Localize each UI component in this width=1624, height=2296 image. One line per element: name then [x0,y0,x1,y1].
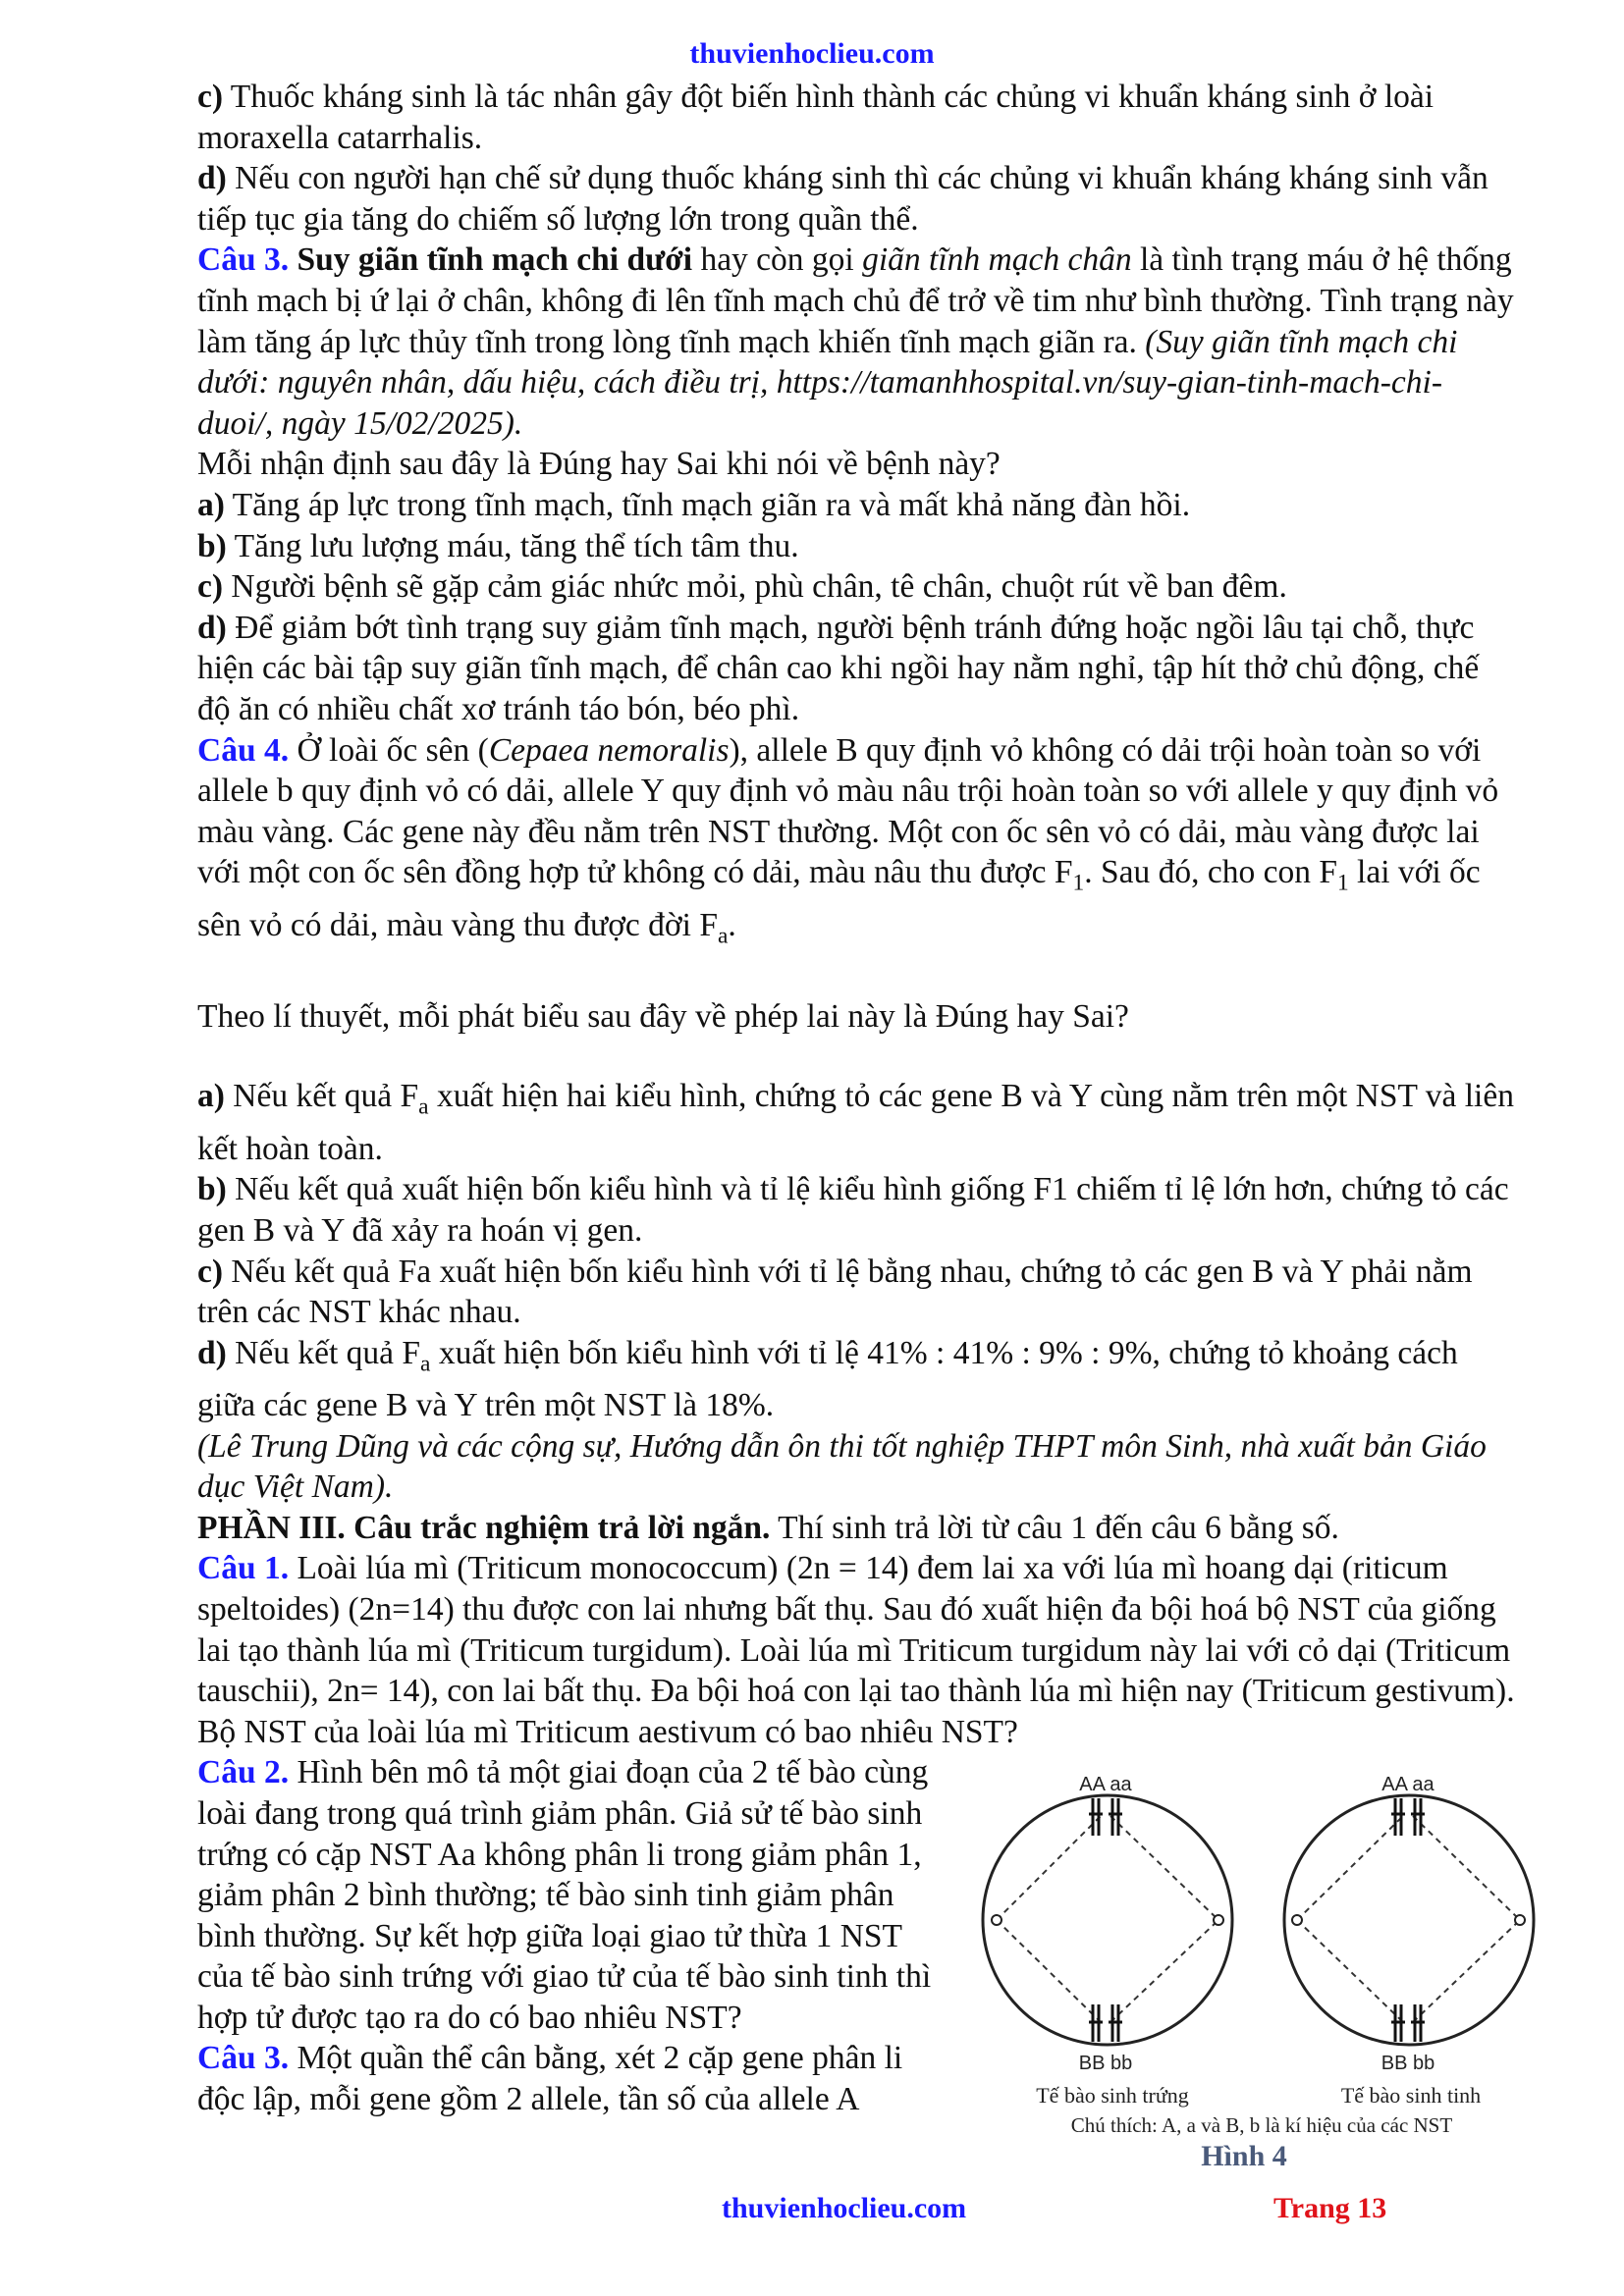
q4-text-4: lai với ốc sên vỏ có dải, màu vàng thu được đời F [197,854,1481,943]
left-column [197,1752,944,2119]
option-text: xuất hiện bốn kiểu hình với tỉ lệ 41% : 41% : 9% : 9%, chứng tỏ khoảng cách giữa các gene B và Y trên một NST là 18%. [197,1334,1458,1423]
q4-text-2: ), allele B quy định vỏ không có dải trội hoàn toàn so với allele b quy định vỏ có dải, allele Y quy định vỏ màu nâu trội hoàn toàn so với allele y quy định vỏ màu vàng. Các gene này đều nằm trên NST thường. Một con ốc sên vỏ có dải, màu vàng được lai với một con ốc sên đồng hợp tử không có dải, màu nâu thu được F [197,731,1499,891]
option-text: Nếu kết quả F [226,1334,421,1371]
option-text: Người bệnh sẽ gặp cảm giác nhức mỏi, phù chân, tê chân, chuột rút về ban đêm. [223,568,1287,606]
caption-egg-cell: Tế bào sinh trứng [1036,2083,1189,2108]
q4-option-d [197,1333,1518,1426]
q3-option-c [197,566,1518,608]
q3-text-2: là tình trạng máu ở hệ thống tĩnh mạch bị ứ lại ở chân, không đi lên tĩnh mạch chủ để trở về tim như bình thường. Tình trạng này làm tăng áp lực thủy tĩnh trong lòng tĩnh mạch khiến tĩnh mạch giãn ra. [197,241,1514,360]
question-text: Một quần thể cân bằng, xét 2 cặp gene phân li độc lập, mỗi gene gồm 2 allele, tần số của allele A [197,2040,903,2118]
q3-text-1: hay còn gọi [692,241,863,279]
question-text: Loài lúa mì (Triticum monococcum) (2n = 14) đem lai xa với lúa mì hoang dại (riticum speltoides) (2n=14) thu được con lai nhưng bất thụ. Sau đó xuất hiện đa bội hoá bộ NST của giống lai tạo thành lúa mì (Triticum turgidum). Loài lúa mì Triticum turgidum này lai với cỏ dại (Triticum tauschii), 2n= 14), con lai bất thụ. Đa bội hoá con lại tao thành lúa mì hiện nay (Triticum gestivum). Bộ NST của loài lúa mì Triticum aestivum có bao nhiêu NST? [197,1550,1515,1750]
option-text: Nếu kết quả Fa xuất hiện bốn kiểu hình với tỉ lệ bằng nhau, chứng tỏ các gen B và Y phải nằm trên các NST khác nhau. [197,1253,1473,1331]
spacer [197,957,1518,996]
centriole [1214,1915,1223,1925]
figure-title: Hình 4 [1201,2140,1287,2169]
q4-stem [197,730,1518,957]
label-a-chromosomes: AA aa [1381,1774,1435,1795]
spindle-line [1413,1920,1520,2022]
caption-sperm-cell: Tế bào sinh tinh [1340,2083,1482,2108]
subscript: 1 [1336,870,1349,896]
q3-option-d [197,608,1518,730]
species-name: Cepaea nemoralis [488,731,730,769]
label-b-chromosomes: BB bb [1380,2053,1435,2074]
subscript: a [420,1351,431,1377]
spindle-line [1297,1920,1403,2022]
chromosome-pair-a [1391,1798,1425,1836]
q2-option-d [197,158,1518,240]
spindle-line [997,1920,1101,2022]
part-title: PHẦN III. Câu trắc nghiệm trả lời ngắn. [197,1509,771,1546]
chromosome-pair-b [1089,2004,1122,2042]
figure-meiosis-cells [977,1757,1546,2169]
question-text: Hình bên mô tả một giai đoạn của 2 tế bào cùng loài đang trong quá trình giảm phân. Giả sử tế bào sinh trứng có cặp NST Aa không phân li trong giảm phân 1, giảm phân 2 bình thường; tế bào sinh tinh giảm phân bình thường. Sự kết hợp giữa loại giao tử thừa 1 NST của tế bào sinh trứng với giao tử của tế bào sinh tinh thì hợp tử được tạo ra do có bao nhiêu NST? [197,1754,932,2036]
q3-stem [197,240,1518,444]
q4-option-b [197,1169,1518,1251]
cell-outline [983,1795,1232,2045]
source-citation: (Lê Trung Dũng và các cộng sự, Hướng dẫn ôn thi tốt nghiệp THPT môn Sinh, nhà xuất bản Giáo dục Việt Nam). [197,1427,1487,1506]
question-label: Câu 2. [197,1754,290,1791]
option-label: c) [197,568,224,606]
footer-site[interactable]: thuvienhoclieu.com [722,2192,967,2224]
q3-option-b [197,526,1518,567]
option-label: b) [197,1171,227,1208]
centriole [1292,1915,1302,1925]
p3-q2 [197,1752,944,2038]
option-text: Nếu kết quả F [224,1078,419,1115]
label-a-chromosomes: AA aa [1079,1774,1132,1795]
header-site[interactable]: thuvienhoclieu.com [689,37,935,70]
italic-term: giãn tĩnh mạch chân [862,241,1132,279]
option-text: Nếu kết quả xuất hiện bốn kiểu hình và tỉ lệ kiểu hình giống F1 chiếm tỉ lệ lớn hơn, chứng tỏ các gen B và Y đã xảy ra hoán vị gen. [197,1171,1509,1249]
q4-option-a [197,1076,1518,1169]
q4-text-1: Ở loài ốc sên ( [289,731,489,769]
option-label: d) [197,160,227,197]
label-b-chromosomes: BB bb [1078,2053,1133,2074]
spacer [197,1037,1518,1076]
chromosome-pair-b [1391,2004,1425,2042]
p3-q3 [197,2038,944,2119]
option-label: a) [197,486,225,523]
q2-option-c [197,77,1518,158]
q4-source [197,1426,1518,1508]
option-text: Để giảm bớt tình trạng suy giảm tĩnh mạch, người bệnh tránh đứng hoặc ngồi lâu tại chỗ, thực hiện các bài tập suy giãn tĩnh mạch, để chân cao khi ngồi hay nằm nghỉ, tập hít thở chủ động, chế độ ăn có nhiều chất xơ tránh táo bón, béo phì. [197,609,1480,727]
cell-outline [1284,1795,1534,2045]
subscript: 1 [1072,870,1085,896]
question-label: Câu 3. [197,2040,290,2077]
figure-svg [977,1757,1546,2169]
q4-text-3: . Sau đó, cho con F [1084,854,1337,891]
part3-heading [197,1508,1518,1549]
spindle-line [1413,1816,1520,1920]
q4-text-5: . [728,906,736,943]
page-number: Trang 13 [1273,2192,1387,2224]
source-citation: (Suy giãn tĩnh mạch chi dưới: nguyên nhân, dấu hiệu, cách điều trị, https://tamanhhospital.vn/suy-gian-tinh-mach-chi-duoi/, ngày 15/02/2025). [197,323,1458,442]
q4-prompt: Theo lí thuyết, mỗi phát biểu sau đây về phép lai này là Đúng hay Sai? [197,997,1129,1035]
option-label: b) [197,527,227,564]
spindle-line [997,1816,1101,1920]
centriole [992,1915,1001,1925]
question-label: Câu 1. [197,1550,290,1587]
option-label: a) [197,1078,225,1115]
option-text: Thuốc kháng sinh là tác nhân gây đột biến hình thành các chủng vi khuẩn kháng sinh ở loài moraxella catarrhalis. [197,79,1435,156]
sperm-cell [1284,1774,1534,2074]
bold-term: Suy giãn tĩnh mạch chi dưới [297,241,693,279]
spindle-line [1110,1920,1218,2022]
spindle-line [1297,1816,1403,1920]
part-instructions: Thí sinh trả lời từ câu 1 đến câu 6 bằng số. [770,1509,1339,1546]
figure-note: Chú thích: A, a và B, b là kí hiệu của các NST [1070,2113,1453,2137]
option-label: d) [197,1334,227,1371]
p3-q1 [197,1548,1518,1752]
q4-option-c [197,1252,1518,1333]
option-text: Tăng áp lực trong tĩnh mạch, tĩnh mạch giãn ra và mất khả năng đàn hồi. [224,486,1191,523]
option-text: xuất hiện hai kiểu hình, chứng tỏ các gene B và Y cùng nằm trên một NST và liên kết hoàn toàn. [197,1078,1514,1167]
subscript: a [418,1095,429,1121]
question-label: Câu 3. [197,241,290,279]
subscript: a [717,923,729,949]
option-text: Tăng lưu lượng máu, tăng thể tích tâm thu. [226,527,799,564]
option-text: Nếu con người hạn chế sử dụng thuốc kháng sinh thì các chủng vi khuẩn kháng kháng sinh vẫn tiếp tục gia tăng do chiếm số lượng lớn trong quần thể. [197,160,1489,238]
question-label: Câu 4. [197,731,290,769]
option-label: c) [197,1253,224,1290]
q3-option-a [197,485,1518,526]
egg-cell [983,1774,1232,2074]
chromosome-pair-a [1089,1798,1122,1836]
q3-prompt: Mỗi nhận định sau đây là Đúng hay Sai khi nói về bệnh này? [197,446,1001,483]
spindle-line [1110,1816,1218,1920]
option-label: c) [197,79,224,115]
centriole [1515,1915,1525,1925]
option-label: d) [197,609,227,646]
